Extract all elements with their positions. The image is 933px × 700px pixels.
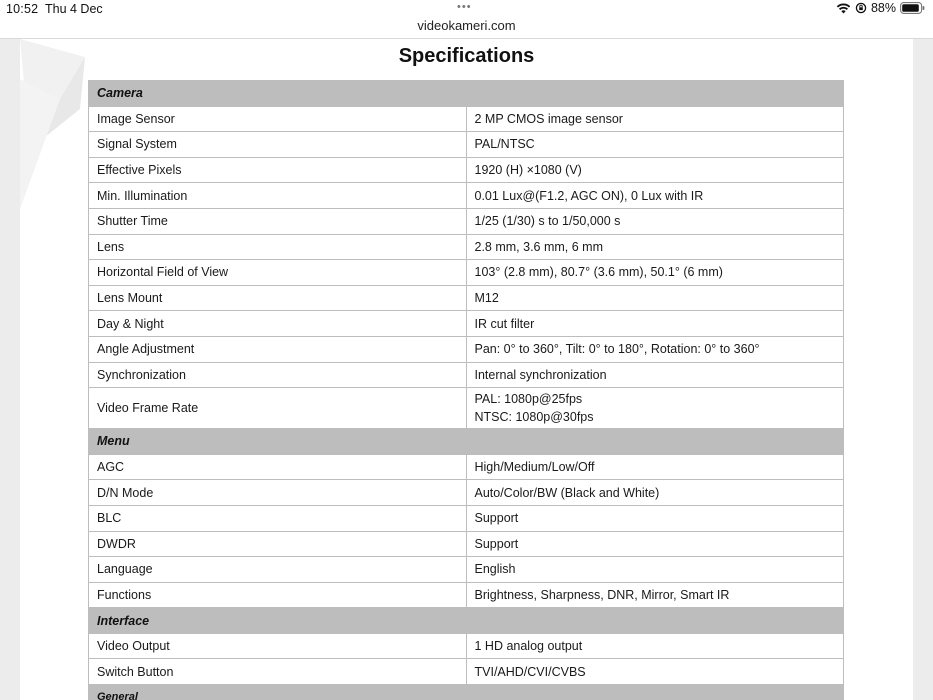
spec-value	[466, 659, 844, 685]
spec-label: Effective Pixels	[89, 157, 467, 183]
spec-label: Language	[89, 557, 467, 583]
table-row	[89, 311, 844, 337]
spec-label: Lens	[89, 234, 467, 260]
spec-value-line: Pan: 0° to 360°, Tilt: 0° to 180°, Rotation: 0° to 360°	[474, 342, 760, 357]
section-header: Menu	[89, 429, 844, 455]
table-row	[89, 633, 844, 659]
spec-label: BLC	[89, 505, 467, 531]
spec-label: Min. Illumination	[89, 183, 467, 209]
spec-value	[466, 157, 844, 183]
spec-label: Horizontal Field of View	[89, 260, 467, 286]
spec-value	[466, 582, 844, 608]
spec-value-line: 1920 (H) ×1080 (V)	[474, 163, 582, 178]
spec-value	[466, 505, 844, 531]
table-row	[89, 505, 844, 531]
table-row	[89, 183, 844, 209]
spec-value-line: 0.01 Lux@(F1.2, AGC ON), 0 Lux with IR	[474, 188, 704, 203]
table-row	[89, 285, 844, 311]
table-row	[89, 132, 844, 158]
document-page	[20, 39, 913, 700]
battery-icon	[900, 2, 925, 14]
status-time: 10:52	[6, 2, 39, 16]
spec-value-line: Brightness, Sharpness, DNR, Mirror, Smart IR	[474, 587, 730, 602]
table-row	[89, 582, 844, 608]
table-row	[89, 260, 844, 286]
battery-percent: 88%	[870, 1, 896, 15]
spec-value	[466, 557, 844, 583]
spec-value-line: PAL: 1080p@25fps	[474, 392, 583, 407]
table-row	[89, 208, 844, 234]
spec-value-line: 1 HD analog output	[474, 639, 583, 654]
spec-label: Switch Button	[89, 659, 467, 685]
spec-label: Signal System	[89, 132, 467, 158]
spec-value-line: Support	[474, 511, 519, 526]
status-date: Thu 4 Dec	[45, 2, 103, 16]
table-row	[89, 157, 844, 183]
spec-label: Video Frame Rate	[89, 388, 467, 429]
table-row	[89, 336, 844, 362]
section-header: General	[89, 685, 844, 700]
section-header-row	[89, 608, 844, 634]
spec-value	[466, 311, 844, 337]
spec-value	[466, 234, 844, 260]
wifi-icon	[836, 2, 851, 14]
spec-label: DWDR	[89, 531, 467, 557]
section-header-row	[89, 685, 844, 700]
spec-label: Image Sensor	[89, 106, 467, 132]
table-row	[89, 531, 844, 557]
spec-value	[466, 260, 844, 286]
section-header: Camera	[89, 81, 844, 107]
table-row	[89, 659, 844, 685]
page-title: Specifications	[398, 45, 535, 67]
spec-label: Shutter Time	[89, 208, 467, 234]
spec-label: Lens Mount	[89, 285, 467, 311]
spec-value	[466, 388, 844, 429]
spec-value	[466, 285, 844, 311]
spec-value-line: 2.8 mm, 3.6 mm, 6 mm	[474, 239, 603, 254]
table-row	[89, 557, 844, 583]
spec-value-line: High/Medium/Low/Off	[474, 460, 595, 475]
spec-value	[466, 183, 844, 209]
spec-value-line: PAL/NTSC	[474, 137, 535, 152]
spec-value-line: TVI/AHD/CVI/CVBS	[474, 664, 586, 679]
table-row	[89, 106, 844, 132]
spec-value-line: NTSC: 1080p@30fps	[474, 410, 594, 425]
spec-value	[466, 336, 844, 362]
spec-value	[466, 531, 844, 557]
spec-label: Functions	[89, 582, 467, 608]
specifications-table	[88, 80, 844, 700]
table-row	[89, 234, 844, 260]
orientation-lock-icon	[855, 2, 867, 14]
spec-value-line: Auto/Color/BW (Black and White)	[474, 485, 660, 500]
spec-value	[466, 362, 844, 388]
spec-value-line: 103° (2.8 mm), 80.7° (3.6 mm), 50.1° (6 mm)	[474, 265, 723, 280]
spec-label: AGC	[89, 454, 467, 480]
url-text[interactable]: videokameri.com	[417, 18, 516, 33]
spec-label: Synchronization	[89, 362, 467, 388]
status-bar	[0, 0, 933, 18]
status-indicators	[836, 1, 925, 15]
spec-value	[466, 132, 844, 158]
section-header-row	[89, 81, 844, 107]
spec-value	[466, 633, 844, 659]
spec-label: Video Output	[89, 633, 467, 659]
spec-value-line: 1/25 (1/30) s to 1/50,000 s	[474, 214, 621, 229]
spec-value	[466, 454, 844, 480]
spec-label: D/N Mode	[89, 480, 467, 506]
spec-value-line: English	[474, 562, 516, 577]
section-header-row	[89, 429, 844, 455]
table-row	[89, 480, 844, 506]
spec-label: Day & Night	[89, 311, 467, 337]
spec-value	[466, 208, 844, 234]
spec-value	[466, 480, 844, 506]
table-row	[89, 454, 844, 480]
spec-value-line: M12	[474, 291, 499, 306]
spec-value-line: 2 MP CMOS image sensor	[474, 111, 623, 126]
spec-value-line: Support	[474, 536, 519, 551]
spec-label: Angle Adjustment	[89, 336, 467, 362]
spec-value-line: Internal synchronization	[474, 367, 607, 382]
spec-value-line: IR cut filter	[474, 316, 535, 331]
multitasking-dots-icon[interactable]: •••	[457, 1, 472, 13]
table-row	[89, 388, 844, 429]
address-bar[interactable]	[0, 18, 933, 39]
table-row	[89, 362, 844, 388]
section-header: Interface	[89, 608, 844, 634]
spec-value	[466, 106, 844, 132]
